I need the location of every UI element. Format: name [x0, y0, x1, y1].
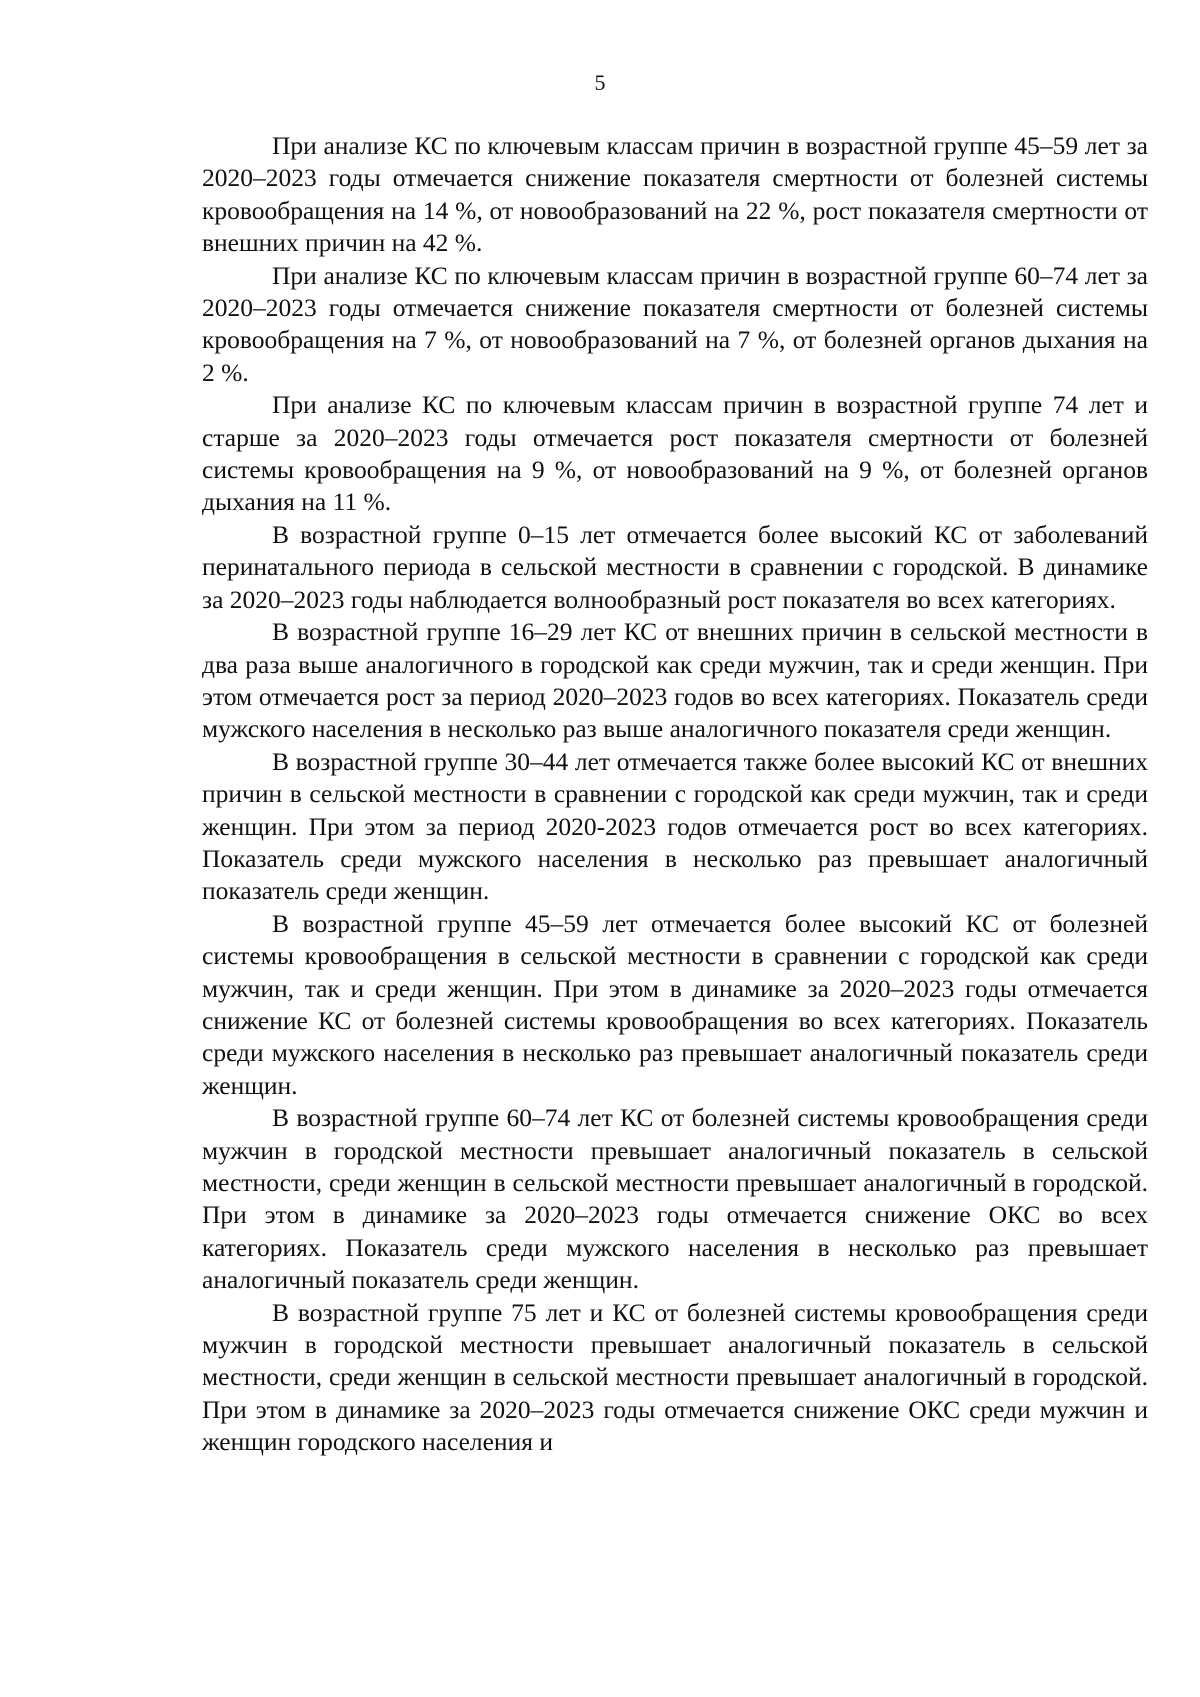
paragraph-mortality-60-74: При анализе КС по ключевым классам причин в возрастной группе 60–74 лет за 2020–2023 годы отмечается снижение показателя смертности от болезней системы кровообращения на 7 %, от новообразований на 7 %, от болезней органов дыхания на 2 %. — [202, 260, 1148, 387]
paragraph-age-0-15: В возрастной группе 0–15 лет отмечается более высокий КС от заболеваний перинатального периода в сельской местности в сравнении с городской. В динамике за 2020–2023 годы наблюдается волнообразный рост показателя во всех категориях. — [202, 519, 1148, 614]
paragraph-age-16-29: В возрастной группе 16–29 лет КС от внешних причин в сельской местности в два раза выше аналогичного в городской как среди мужчин, так и среди женщин. При этом отмечается рост за период 2020–2023 годов во всех категориях. Показатель среди мужского населения в несколько раз выше аналогичного показателя среди женщин. — [202, 617, 1148, 744]
paragraph-age-45-59: В возрастной группе 45–59 лет отмечается более высокий КС от болезней системы кровообращения в сельской местности в сравнении с городской как среди мужчин, так и среди женщин. При этом в динамике за 2020–2023 годы отмечается снижение КС от болезней системы кровообращения во всех категориях. Показатель среди мужского населения в несколько раз превышает аналогичный показатель среди женщин. — [202, 908, 1148, 1100]
paragraph-age-30-44: В возрастной группе 30–44 лет отмечается также более высокий КС от внешних причин в сельской местности в сравнении с городской как среди мужчин, так и среди женщин. При этом за период 2020-2023 годов отмечается рост во всех категориях. Показатель среди мужского населения в несколько раз превышает аналогичный показатель среди женщин. — [202, 746, 1148, 906]
paragraph-age-75-plus: В возрастной группе 75 лет и КС от болезней системы кровообращения среди мужчин в городской местности превышает аналогичный показатель в сельской местности, среди женщин в сельской местности превышает аналогичный в городской. При этом в динамике за 2020–2023 годы отмечается снижение ОКС среди мужчин и женщин городского населения и — [202, 1297, 1148, 1457]
page-number: 5 — [594, 70, 606, 95]
paragraph-age-60-74: В возрастной группе 60–74 лет КС от болезней системы кровообращения среди мужчин в городской местности превышает аналогичный показатель в сельской местности, среди женщин в сельской местности превышает аналогичный в городской. При этом в динамике за 2020–2023 годы отмечается снижение ОКС во всех категориях. Показатель среди мужского населения в несколько раз превышает аналогичный показатель среди женщин. — [202, 1103, 1148, 1295]
paragraph-mortality-45-59: При анализе КС по ключевым классам причин в возрастной группе 45–59 лет за 2020–2023 годы отмечается снижение показателя смертности от болезней системы кровообращения на 14 %, от новообразований на 22 %, рост показателя смертности от внешних причин на 42 %. — [202, 131, 1148, 258]
document-body — [202, 130, 1148, 1459]
paragraph-mortality-74-plus: При анализе КС по ключевым классам причин в возрастной группе 74 лет и старше за 2020–2023 годы отмечается рост показателя смертности от болезней системы кровообращения на 9 %, от новообразований на 9 %, от болезней органов дыхания на 11 %. — [202, 390, 1148, 517]
